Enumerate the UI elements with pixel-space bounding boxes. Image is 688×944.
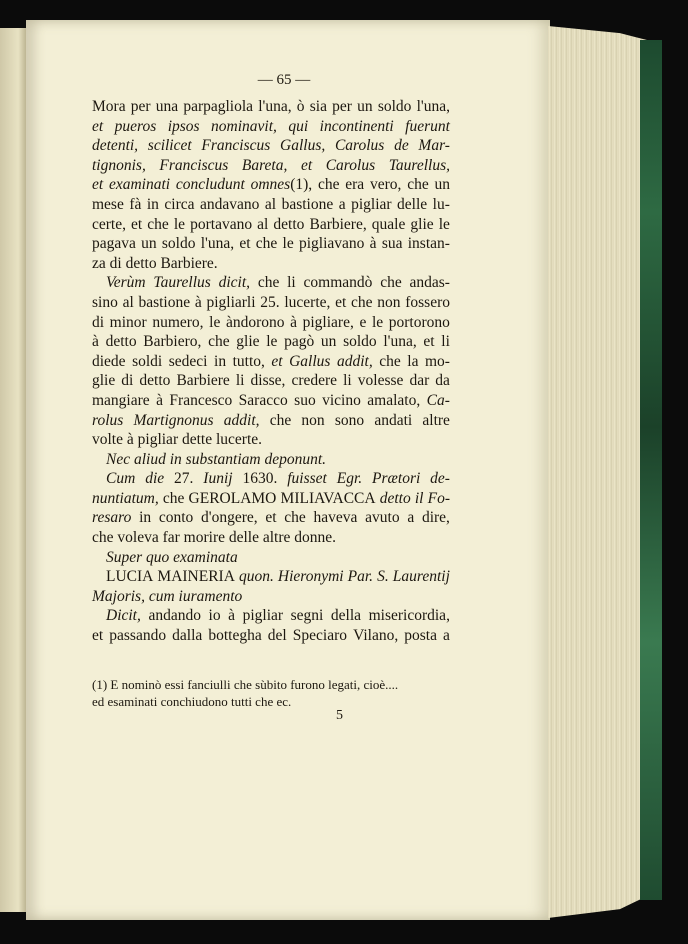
word: a bbox=[443, 627, 450, 645]
word: à bbox=[92, 333, 99, 351]
body-text bbox=[92, 97, 450, 646]
word: in bbox=[146, 195, 159, 213]
text-line bbox=[92, 136, 450, 156]
word: àndorono bbox=[225, 313, 285, 331]
word: dalla bbox=[172, 627, 203, 645]
word: quo bbox=[146, 548, 170, 566]
word: andando bbox=[148, 607, 201, 625]
text-line bbox=[92, 508, 450, 528]
word: detto bbox=[379, 489, 411, 507]
word: passando bbox=[109, 627, 167, 645]
word: Prætori bbox=[372, 470, 421, 488]
word: Mora bbox=[92, 98, 126, 115]
word: le bbox=[438, 215, 450, 233]
word: la bbox=[407, 352, 419, 370]
word: sua bbox=[381, 235, 403, 253]
word: sono bbox=[334, 411, 365, 429]
word: et bbox=[423, 333, 435, 351]
word: fossero bbox=[405, 293, 450, 311]
word: Franciscus bbox=[159, 156, 229, 174]
word: una bbox=[155, 98, 179, 115]
word: che bbox=[208, 333, 230, 351]
word: Barbiero, bbox=[143, 333, 202, 351]
word: che bbox=[255, 235, 278, 253]
word: glie bbox=[92, 372, 116, 390]
text-line bbox=[92, 411, 450, 431]
word: li bbox=[343, 372, 352, 390]
word: LUCIA bbox=[106, 568, 154, 586]
word: Barbiere bbox=[176, 372, 230, 390]
word: pigliare, bbox=[302, 313, 354, 331]
text-line bbox=[92, 215, 450, 235]
word: quale bbox=[371, 215, 406, 233]
word: l'una, bbox=[200, 235, 235, 253]
word: soldi bbox=[132, 352, 163, 370]
word: mese bbox=[92, 195, 124, 213]
text-line bbox=[92, 606, 450, 626]
word: iuramento bbox=[178, 587, 243, 605]
word: Barbiere, bbox=[309, 215, 367, 233]
word: era bbox=[345, 176, 365, 194]
word: che bbox=[379, 352, 401, 370]
word: Mar- bbox=[418, 137, 450, 155]
word: che bbox=[407, 176, 429, 194]
word: Ca- bbox=[426, 391, 450, 409]
word: dicit, bbox=[218, 274, 251, 292]
word: Nec bbox=[106, 450, 131, 468]
word: substantiam bbox=[185, 450, 261, 468]
signature-mark: 5 bbox=[336, 708, 343, 723]
word: et bbox=[335, 293, 347, 311]
word: le bbox=[371, 313, 384, 331]
word: volesse bbox=[357, 372, 404, 390]
word: pigliavano bbox=[298, 235, 365, 253]
word: che bbox=[317, 176, 340, 194]
word: io bbox=[208, 607, 221, 625]
word: aliud bbox=[133, 450, 166, 468]
word: GEROLAMO bbox=[188, 489, 277, 507]
word: donne. bbox=[294, 529, 337, 547]
page-edges bbox=[548, 26, 648, 918]
word: da bbox=[435, 372, 450, 390]
word: ipsos bbox=[167, 117, 200, 135]
word: addit, bbox=[336, 352, 373, 370]
word: soldo bbox=[161, 235, 196, 253]
word: per bbox=[130, 98, 151, 115]
word: dire, bbox=[421, 509, 450, 527]
word: detto bbox=[139, 372, 171, 390]
word: Taurellus, bbox=[388, 156, 450, 174]
word: non bbox=[377, 293, 401, 311]
word: a bbox=[407, 509, 415, 527]
word: le bbox=[173, 215, 186, 233]
word: di bbox=[121, 372, 134, 390]
word: al bbox=[257, 215, 269, 233]
word: à bbox=[290, 313, 297, 331]
word: delle bbox=[397, 195, 428, 213]
word: Francesco bbox=[169, 391, 233, 409]
text-line bbox=[92, 254, 450, 274]
word: et bbox=[239, 235, 251, 253]
text-line bbox=[92, 548, 450, 568]
word: Taurellus bbox=[153, 274, 211, 292]
word: scilicet bbox=[147, 137, 192, 155]
word: della bbox=[330, 607, 362, 625]
word: un bbox=[357, 98, 373, 115]
word: d'ongere, bbox=[201, 509, 258, 527]
word: pagava bbox=[92, 235, 136, 253]
word: volte bbox=[92, 431, 123, 449]
word: qui bbox=[288, 117, 309, 135]
word: posta bbox=[404, 627, 437, 645]
word: Fo- bbox=[427, 489, 450, 507]
word: bastione bbox=[281, 195, 334, 213]
word: et bbox=[265, 509, 277, 527]
word: in bbox=[139, 509, 152, 527]
word: pigliarli bbox=[206, 293, 256, 311]
word: lu- bbox=[432, 195, 450, 213]
word: le bbox=[282, 235, 294, 253]
word: lucerte, bbox=[284, 293, 331, 311]
word: Majoris, bbox=[92, 587, 145, 605]
word: in bbox=[214, 352, 227, 370]
word: Egr. bbox=[336, 470, 363, 488]
word: fà bbox=[129, 195, 142, 213]
word: addit, bbox=[223, 411, 260, 429]
page-number: — 65 — bbox=[257, 72, 311, 88]
word: numero, bbox=[152, 313, 204, 331]
word: quon. bbox=[238, 568, 274, 586]
word: Par. bbox=[347, 568, 374, 586]
word: al bbox=[122, 293, 134, 311]
word: l'una, bbox=[258, 98, 292, 115]
footnote-line: ed esaminati conchiudono tutti che ec. bbox=[92, 694, 292, 709]
word: vicino bbox=[322, 391, 361, 409]
word: Vilano, bbox=[353, 627, 399, 645]
word: deponunt. bbox=[264, 450, 327, 468]
word: che bbox=[162, 489, 185, 507]
word: detenti, bbox=[92, 137, 139, 155]
word: che bbox=[92, 529, 114, 547]
word: soldo bbox=[377, 98, 412, 115]
word: et bbox=[92, 176, 104, 194]
word: Saracco bbox=[238, 391, 288, 409]
word: Iunij bbox=[203, 470, 233, 488]
word: nominavit, bbox=[211, 117, 277, 135]
text-line bbox=[92, 97, 450, 117]
word: far bbox=[162, 529, 180, 547]
word: altre bbox=[262, 529, 291, 547]
text-line bbox=[92, 430, 450, 450]
word: za bbox=[92, 254, 106, 272]
word: cum bbox=[148, 587, 175, 605]
word: Dicit, bbox=[106, 607, 141, 625]
text-line bbox=[92, 469, 450, 489]
word: Franciscus bbox=[201, 137, 271, 155]
word: suo bbox=[294, 391, 316, 409]
word: conto bbox=[158, 509, 194, 527]
word: in bbox=[169, 450, 182, 468]
word: che bbox=[269, 411, 292, 429]
word: che bbox=[351, 293, 373, 311]
word: circa bbox=[164, 195, 195, 213]
word: et bbox=[92, 627, 104, 645]
text-line bbox=[92, 371, 450, 391]
word: MAINERIA bbox=[157, 568, 235, 586]
footnote bbox=[92, 676, 450, 710]
word: lucerte. bbox=[215, 431, 263, 449]
word: diede bbox=[92, 352, 126, 370]
word: certe, bbox=[92, 215, 126, 233]
word: per bbox=[332, 98, 352, 115]
word: detto bbox=[105, 333, 137, 351]
text-line bbox=[92, 313, 450, 333]
word: dette bbox=[181, 431, 213, 449]
word: de- bbox=[430, 470, 450, 488]
book-cover bbox=[640, 40, 662, 900]
text-line bbox=[92, 352, 450, 372]
word: à bbox=[156, 391, 163, 409]
word: glie bbox=[410, 215, 434, 233]
word: di bbox=[92, 313, 105, 331]
word: concludunt bbox=[175, 176, 245, 194]
left-page-edge bbox=[0, 28, 26, 912]
word: portavano bbox=[190, 215, 253, 233]
word: li bbox=[287, 274, 296, 292]
word: detto bbox=[125, 254, 157, 272]
text-line bbox=[92, 234, 450, 254]
word: mo- bbox=[424, 352, 450, 370]
text-line bbox=[92, 626, 450, 646]
word: incontinenti bbox=[319, 117, 394, 135]
word: di bbox=[109, 254, 122, 272]
word: delle bbox=[228, 529, 259, 547]
word: à bbox=[194, 293, 202, 311]
word: morire bbox=[183, 529, 225, 547]
word: sia bbox=[309, 98, 327, 115]
word: examinati bbox=[108, 176, 171, 194]
word: misericordia, bbox=[368, 607, 450, 625]
word: 1630. bbox=[242, 470, 278, 488]
text-line bbox=[92, 450, 450, 470]
word: voleva bbox=[117, 529, 159, 547]
text-line bbox=[92, 273, 450, 293]
text-line bbox=[92, 332, 450, 352]
text-line bbox=[92, 175, 450, 195]
word: vero, bbox=[369, 176, 402, 194]
word: un bbox=[320, 333, 337, 351]
text-line bbox=[92, 156, 450, 176]
word: pueros bbox=[114, 117, 157, 135]
word: omnes(1), bbox=[250, 176, 313, 194]
word: à bbox=[126, 431, 134, 449]
word: Barbiere. bbox=[160, 254, 218, 272]
word: altre bbox=[422, 411, 450, 429]
text-line bbox=[92, 489, 450, 509]
word: credere bbox=[291, 372, 338, 390]
word: portorono bbox=[388, 313, 450, 331]
text-line bbox=[92, 195, 450, 215]
word: segni bbox=[290, 607, 324, 625]
word: bastione bbox=[138, 293, 191, 311]
word: fuerunt bbox=[405, 117, 450, 135]
word: Verùm bbox=[106, 274, 146, 292]
word: non bbox=[301, 411, 325, 429]
word: resaro bbox=[92, 509, 132, 527]
word: le bbox=[209, 313, 221, 331]
word: à bbox=[228, 607, 236, 625]
word: al bbox=[264, 195, 277, 213]
word: bottegha bbox=[208, 627, 262, 645]
word: pigliar bbox=[137, 431, 179, 449]
word: Hieronymi bbox=[277, 568, 344, 586]
word: pigliar bbox=[242, 607, 284, 625]
word: un bbox=[434, 176, 450, 194]
word: minor bbox=[109, 313, 147, 331]
text-line bbox=[92, 587, 450, 607]
word: avuto bbox=[365, 509, 400, 527]
word: pagò bbox=[284, 333, 315, 351]
word: Laurentij bbox=[392, 568, 450, 586]
word: a bbox=[338, 195, 346, 213]
word: die bbox=[145, 470, 165, 488]
word: à bbox=[369, 235, 377, 253]
word: amalato, bbox=[367, 391, 421, 409]
word: et bbox=[271, 352, 283, 370]
word: fuisset bbox=[287, 470, 327, 488]
word: tignonis, bbox=[92, 156, 146, 174]
word: tutto, bbox=[232, 352, 265, 370]
word: MILIAVACCA bbox=[280, 489, 376, 507]
word: et bbox=[131, 215, 143, 233]
text-line bbox=[92, 117, 450, 137]
word: e bbox=[359, 313, 367, 331]
text-line bbox=[92, 391, 450, 411]
word: Cum bbox=[106, 470, 136, 488]
word: Super bbox=[106, 548, 143, 566]
word: parpagliola bbox=[183, 98, 254, 115]
word: ò bbox=[296, 98, 305, 115]
word: commandò bbox=[303, 274, 373, 292]
text-line bbox=[92, 293, 450, 313]
word: et bbox=[300, 156, 313, 174]
word: andavano bbox=[200, 195, 260, 213]
footnote-line: (1) E nominò essi fanciulli che sùbito furono legati, cioè.... bbox=[92, 677, 399, 692]
word: detto bbox=[273, 215, 305, 233]
word: Speciaro bbox=[292, 627, 347, 645]
text-line bbox=[92, 567, 450, 587]
word: examinata bbox=[173, 548, 238, 566]
word: et bbox=[92, 117, 104, 135]
word: del bbox=[267, 627, 287, 645]
word: glie bbox=[236, 333, 260, 351]
word: de bbox=[394, 137, 409, 155]
word: che bbox=[257, 274, 280, 292]
text-line bbox=[92, 528, 450, 548]
word: andati bbox=[374, 411, 413, 429]
word: soldo bbox=[343, 333, 377, 351]
word: che bbox=[380, 274, 402, 292]
word: Gallus bbox=[289, 352, 331, 370]
word: sedeci bbox=[168, 352, 208, 370]
word: 27. bbox=[174, 470, 194, 488]
word: andas- bbox=[409, 274, 450, 292]
word: S. bbox=[377, 568, 389, 586]
word: li bbox=[441, 333, 450, 351]
word: haveva bbox=[313, 509, 358, 527]
word: l'una, bbox=[383, 333, 417, 351]
word: li bbox=[235, 372, 245, 390]
word: Gallus, bbox=[280, 137, 326, 155]
word: sino bbox=[92, 293, 118, 311]
word: Carolus bbox=[325, 156, 376, 174]
word: l'una, bbox=[416, 98, 450, 115]
word: Bareta, bbox=[241, 156, 288, 174]
word: 25. bbox=[260, 293, 280, 311]
word: Martignonus bbox=[133, 411, 214, 429]
word: dar bbox=[409, 372, 430, 390]
word: il bbox=[414, 489, 424, 507]
word: le bbox=[266, 333, 278, 351]
word: instan- bbox=[407, 235, 450, 253]
word: rolus bbox=[92, 411, 124, 429]
word: che bbox=[147, 215, 169, 233]
word: disse, bbox=[250, 372, 286, 390]
word: Carolus bbox=[334, 137, 385, 155]
word: che bbox=[284, 509, 306, 527]
word: nuntiatum, bbox=[92, 489, 159, 507]
word: pigliar bbox=[351, 195, 392, 213]
word: un bbox=[141, 235, 157, 253]
word: mangiare bbox=[92, 391, 150, 409]
